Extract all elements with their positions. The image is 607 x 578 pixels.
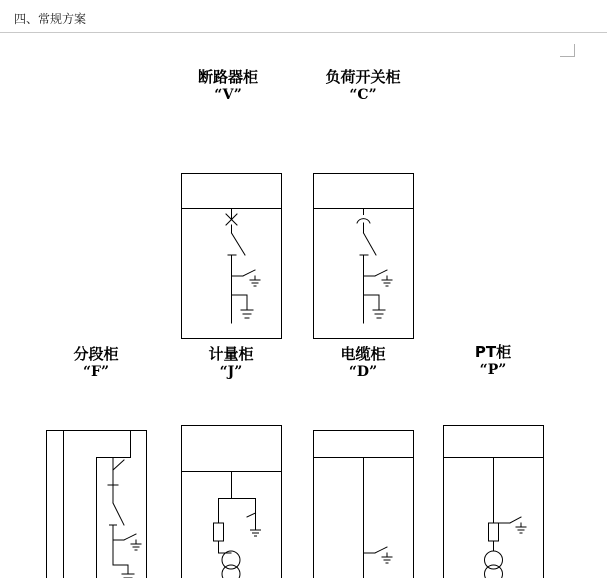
label-load-switch-cubicle-name: 负荷开关柜 bbox=[325, 68, 401, 86]
label-load-switch-cubicle-code: “C” bbox=[349, 86, 377, 103]
label-pt-cubicle-code: “P” bbox=[479, 361, 507, 378]
label-breaker-cubicle-name: 断路器柜 bbox=[197, 68, 258, 86]
document-header-bar bbox=[0, 0, 607, 33]
schematic-breaker-cubicle bbox=[182, 174, 282, 339]
diagram-canvas bbox=[0, 33, 607, 578]
schematic-drawings bbox=[0, 33, 607, 578]
label-cable-cubicle-code: “D” bbox=[348, 363, 378, 380]
schematic-cable-cubicle bbox=[314, 431, 414, 578]
label-cable-cubicle-name: 电缆柜 bbox=[340, 345, 386, 363]
label-pt-cubicle-name: PT柜 bbox=[474, 343, 512, 361]
schematic-metering-cubicle bbox=[182, 426, 282, 578]
label-breaker-cubicle-code: “V” bbox=[214, 86, 242, 103]
schematic-section-cubicle bbox=[47, 431, 147, 578]
schematic-load-switch-cubicle bbox=[314, 174, 414, 339]
label-metering-cubicle-name: 计量柜 bbox=[208, 345, 254, 363]
label-section-cubicle-code: “F” bbox=[82, 363, 110, 380]
label-section-cubicle-name: 分段柜 bbox=[73, 345, 119, 363]
label-metering-cubicle-code: “J” bbox=[219, 363, 243, 380]
document-heading: 四、常规方案 bbox=[14, 12, 87, 26]
schematic-pt-cubicle bbox=[444, 426, 544, 578]
